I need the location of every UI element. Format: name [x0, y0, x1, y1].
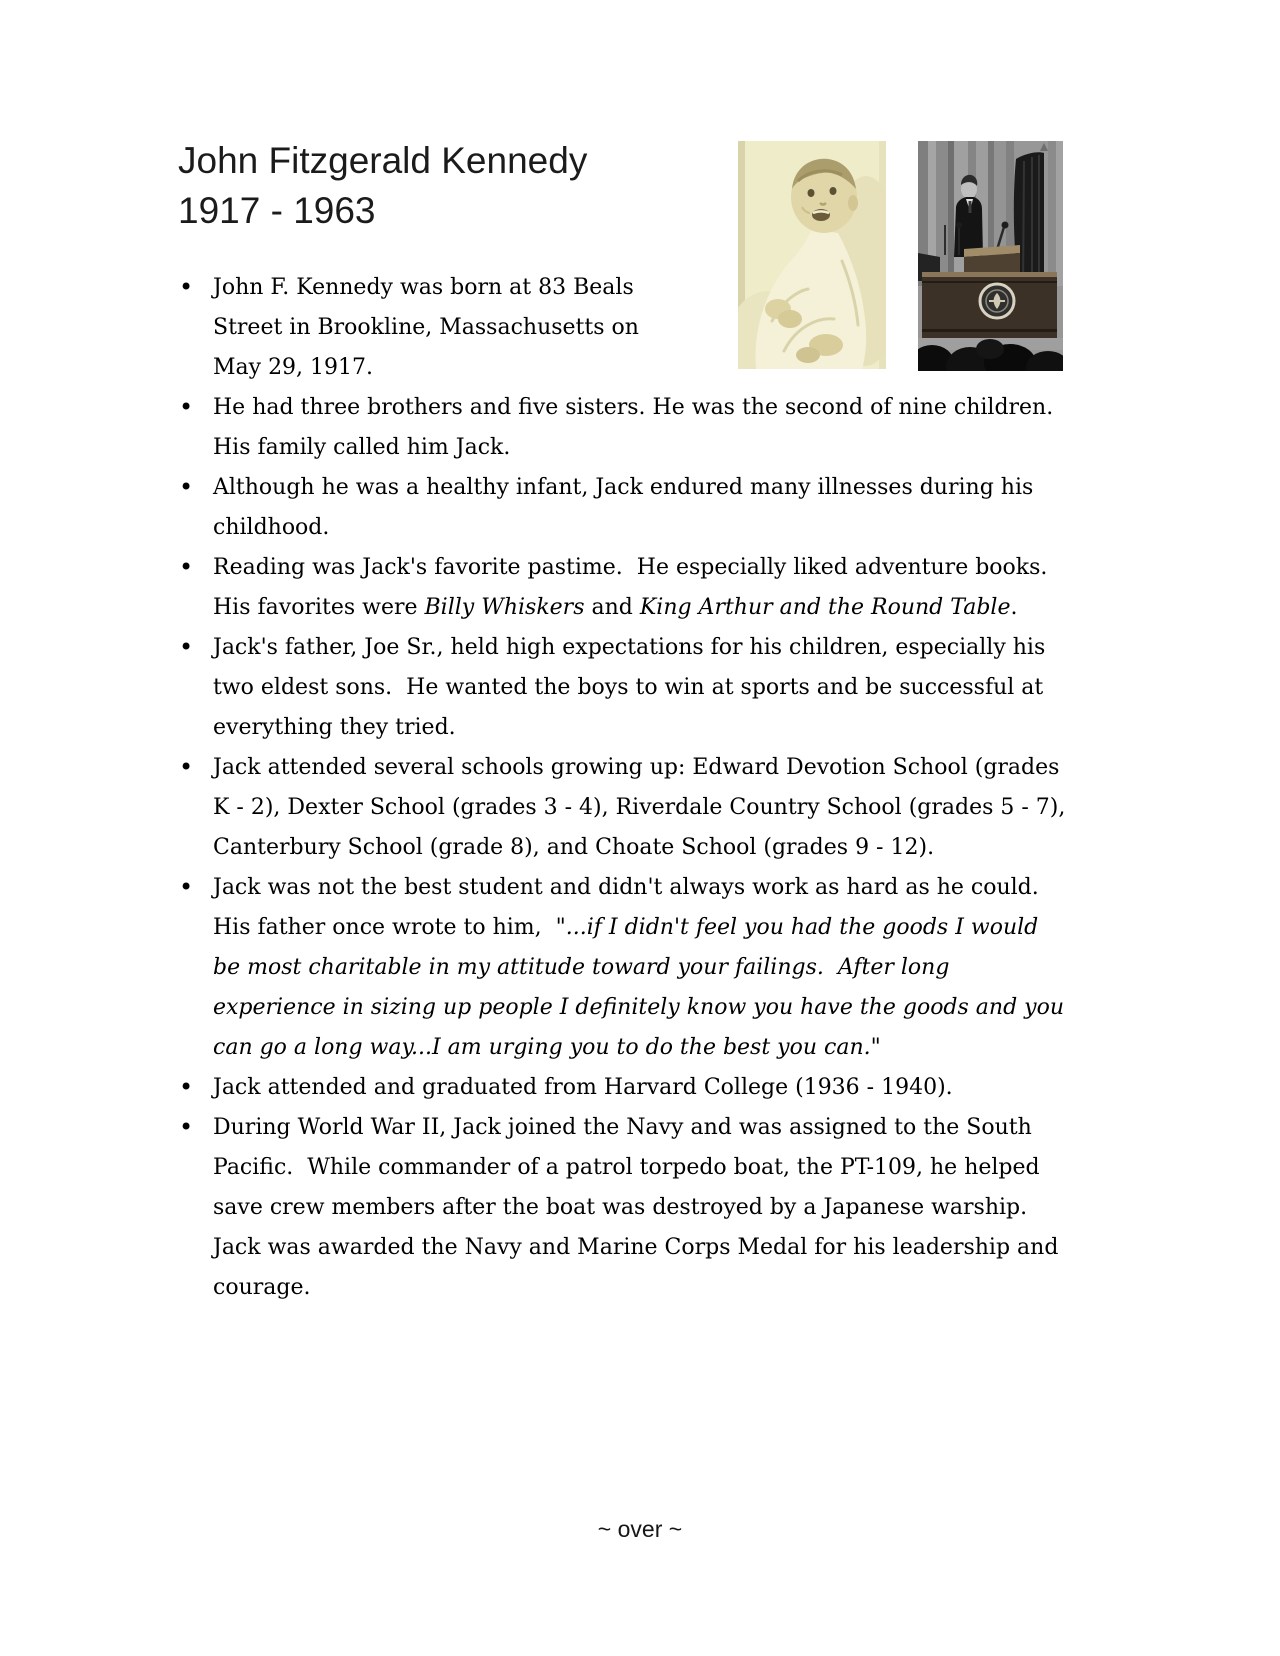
bullet-marker: •	[179, 1113, 194, 1141]
bullet-item	[178, 628, 1066, 748]
bullet-item	[178, 548, 1066, 628]
bullet-marker: •	[179, 633, 194, 661]
text-segment: During World War II, Jack joined the Navy and was assigned to the South Pacific. While commander of a patrol torpedo boat, the PT-109, he helped save crew members after the boat was destroyed by a Japanese warship. Jack was awarded the Navy and Marine Corps Medal for his leadership and courage.	[213, 1115, 1066, 1300]
bullet-text	[213, 875, 1071, 1060]
italic-text-segment: Billy Whiskers	[424, 595, 585, 620]
bullet-text	[213, 1115, 1065, 1300]
bullet-item	[178, 388, 1066, 468]
bullet-marker: •	[179, 393, 194, 421]
text-segment: Jack's father, Joe Sr., held high expectations for his children, especially his two eldest sons. He wanted the boys to win at sports and be successful at everything they tried.	[213, 635, 1053, 740]
bullet-text	[213, 275, 646, 380]
bullet-marker: •	[179, 473, 194, 501]
bullet-list	[178, 268, 1073, 1308]
text-segment: .	[1010, 595, 1018, 620]
italic-text-segment: "...if I didn't feel you had the goods I would be most charitable in my attitude toward your failings. After long experience in sizing up people I definitely know you have the goods and you can go a long way...I am urging you to do the best you can."	[213, 915, 1072, 1060]
bullet-marker: •	[179, 1073, 194, 1101]
text-segment: Although he was a healthy infant, Jack endured many illnesses during his childhood.	[213, 475, 1041, 540]
bullet-marker: •	[179, 753, 194, 781]
text-segment: He had three brothers and five sisters. He was the second of nine children. His family called him Jack.	[213, 395, 1061, 460]
bullet-item	[178, 468, 1066, 548]
page-title-line2: 1917 - 1963	[178, 190, 376, 231]
bullet-marker: •	[179, 873, 194, 901]
bullet-text	[213, 755, 1072, 860]
text-segment: Jack attended and graduated from Harvard College (1936 - 1940).	[213, 1075, 953, 1100]
bullet-text	[213, 395, 1060, 460]
bullet-text	[213, 1075, 953, 1100]
bullet-item	[178, 1068, 1066, 1108]
italic-text-segment: King Arthur and the Round Table	[639, 595, 1011, 620]
bullet-text	[213, 555, 1054, 620]
text-segment: and	[584, 595, 640, 620]
text-segment: John F. Kennedy was born at 83 Beals Street in Brookline, Massachusetts on May 29, 1917.	[213, 275, 646, 380]
page-title-line1: John Fitzgerald Kennedy	[178, 140, 588, 181]
text-segment: Jack attended several schools growing up: Edward Devotion School (grades K - 2), Dexter School (grades 3 - 4), Riverdale Country School (grades 5 - 7), Canterbury School (grade 8), and Choate School (grades 9 - 12).	[213, 755, 1073, 860]
bullet-item	[178, 748, 1073, 868]
text-segment: Reading was Jack's favorite pastime. He especially liked adventure books. His favorites were	[213, 555, 1055, 620]
bullet-marker: •	[179, 553, 194, 581]
text-segment: Jack was not the best student and didn't always work as hard as he could. His father once wrote to him,	[213, 875, 1046, 940]
bullet-text	[213, 635, 1052, 740]
bullet-item	[178, 268, 658, 388]
bullet-item	[178, 1108, 1066, 1308]
bullet-text	[213, 475, 1040, 540]
bullet-marker: •	[179, 273, 194, 301]
bullet-item	[178, 868, 1072, 1068]
page-footer: ~ over ~	[597, 1516, 683, 1542]
page-title	[178, 136, 587, 236]
